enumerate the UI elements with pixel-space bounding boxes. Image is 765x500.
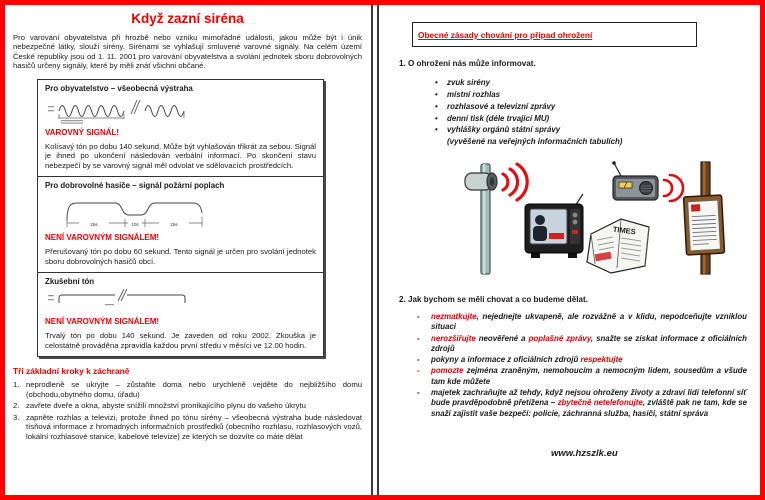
- dash-icon: -: [417, 366, 420, 376]
- list-item: [435, 77, 746, 89]
- general-rules-heading: Obecné zásady chování pro případ ohrožení: [418, 30, 593, 40]
- warning-signal-waveform-icon: [47, 96, 207, 126]
- guideline-text: pomozte zejména zraněným, nemohoucím a nemocným lidem, sousedům a všude tam kde můžete: [431, 366, 747, 386]
- page-title: Když zazní siréna: [131, 11, 244, 26]
- list-item-text: místní rozhlas: [447, 89, 501, 99]
- signal-label: VAROVNÝ SIGNÁL!: [45, 127, 120, 137]
- page-divider: [371, 5, 379, 495]
- dash-icon: -: [417, 333, 420, 343]
- bullet-icon: •: [435, 113, 438, 123]
- general-rules-heading-box: [412, 22, 697, 47]
- bullet-icon: •: [435, 89, 438, 99]
- newspaper-icon: [587, 219, 649, 273]
- dash-icon: -: [417, 355, 420, 365]
- guideline-item: [417, 388, 747, 419]
- bullet-icon: •: [435, 125, 438, 135]
- bullet-icon: •: [435, 78, 438, 87]
- list-item: [435, 89, 746, 101]
- list-item: [435, 124, 746, 136]
- list-item: [435, 113, 746, 125]
- list-item: [435, 101, 746, 113]
- info-sources-list: [435, 77, 746, 136]
- siren-waves-icon: [503, 164, 527, 200]
- steps-list: [13, 380, 362, 441]
- step-number: 1.: [13, 380, 20, 390]
- signal-label: NENÍ VAROVNÝM SIGNÁLEM!: [45, 233, 160, 243]
- duration-label: 10s: [131, 222, 139, 228]
- signal-description: Trvalý tón po dobu 140 sekund. Je zaveden od roku 2002. Zkouška je celostátně prováděna zpravidla každou první středu v měsíci ve 12.00 hodin.: [45, 331, 316, 350]
- signal-section-general-warning: [38, 80, 323, 177]
- notice-board-icon: [684, 162, 725, 274]
- newspaper-title-text: TIMES: [612, 224, 637, 237]
- guideline-text: majetek zachraňujte až tehdy, když nejsou ohroženy životy a zdraví lidí telefonní síť bude pravděpodobně přetížena – zbytečně netelefonujte, zvláště pak ne tam, kde se snaží zajistit vaše bezpečí: policie, záchranná služba, hasiči, státní správa: [431, 388, 747, 418]
- signal-section-test-tone: [38, 273, 323, 356]
- duration-label: 25s: [90, 222, 98, 228]
- tv-icon: [525, 194, 583, 258]
- website-link: www.hzszlk.eu: [551, 448, 618, 459]
- signal-heading: Zkušební tón: [45, 277, 95, 287]
- duration-label: 25s: [170, 222, 178, 228]
- page-right: [379, 5, 760, 495]
- radio-waves-icon: [664, 175, 683, 201]
- radio-icon: [612, 161, 658, 200]
- signal-heading: Pro obyvatelstvo – všeobecná výstraha: [45, 83, 193, 93]
- signal-label: NENÍ VAROVNÝM SIGNÁLEM!: [45, 317, 160, 327]
- intro-paragraph: Pro varování obyvatelstva při hrozbě nebo vzniku mimořádné události, jakou může být i únik nebezpečné látky, slouží sirény. Sirénami se vyhlašují smluvené varovné signály. Na celém území České republiky jsou od 1. 11. 2001 pro varování obyvatelstva a svolání jednotek sboru dobrovolných hasičů určeny signály, které by měli znát všichni občané.: [13, 33, 362, 71]
- test-tone-waveform-icon: [47, 289, 207, 315]
- section2-title: 2. Jak bychom se měli chovat a co budeme dělat.: [399, 295, 588, 305]
- step-item: [13, 413, 362, 441]
- step-text: zavřete dveře a okna, abyste snížili množství pronikajícího plynu do vašeho úkrytu: [26, 401, 306, 411]
- step-item: [13, 380, 362, 399]
- guideline-text: pokyny a informace z oficiálních zdrojů respektujte: [431, 355, 623, 365]
- dash-icon: -: [417, 388, 420, 398]
- step-item: [13, 401, 362, 410]
- list-item-text: rozhlasové a televizní zprávy: [447, 101, 556, 111]
- guideline-text: nezmatkujte, nejednejte ukvapeně, ale rozvážně a v klidu, nepodceňujte vzniklou situaci: [431, 312, 747, 332]
- siren-icon: [465, 164, 497, 274]
- list-item-note: (vyvěšené na veřejných informačních tabulích): [447, 137, 623, 147]
- fire-alarm-waveform-icon: [59, 193, 219, 231]
- guideline-item: [417, 366, 747, 387]
- list-item-text: vyhlášky orgánů státní správy: [447, 125, 561, 135]
- step-number: 3.: [13, 412, 20, 422]
- guidelines-list: [417, 312, 747, 419]
- signal-box: [37, 79, 324, 357]
- step-text: neprodleně se ukryjte – zůstaňte doma nebo urychleně vejděte do nejbližšího domu (obchodu,obytného domu, úřadu): [26, 380, 362, 399]
- guideline-item: [417, 334, 747, 355]
- signal-section-fire-alarm: [38, 177, 323, 273]
- list-item-text: denní tisk (déle trvající MU): [447, 113, 550, 123]
- section1-title: 1. O ohrožení nás může informovat.: [399, 59, 536, 68]
- bullet-icon: •: [435, 101, 438, 111]
- list-item-text: zvuk sirény: [447, 78, 490, 87]
- signal-description: Přerušovaný tón po dobu 60 sekund. Tento signál je určen pro svolání jednotek sboru dobrovolných hasičů obcí.: [45, 247, 316, 266]
- dash-icon: -: [417, 312, 420, 322]
- guideline-text: nerozšiřujte neověřené a poplašné zprávy, snažte se získat informace z oficiálních zdrojů: [431, 333, 747, 353]
- signal-description: Kolísavý tón po dobu 140 sekund. Může být vyhlašován třikrát za sebou. Signál je ihned po ukončení následován verbální informací. Po skončení stavu nebezpečí by se varovný signál měl odvolat ve sdělovacích prostředcích.: [45, 141, 316, 170]
- signal-heading: Pro dobrovolné hasiče – signál požární poplach: [45, 181, 225, 191]
- page-left: [5, 5, 371, 495]
- step-text: zapněte rozhlas a televizi, protože ihned po tónu sirény – všeobecná výstraha bude následovat tísňová informace z hromadných informačních prostředků (obecního rozhlasu, rozhlasových vozů, lokální rozhlasové stanice, kabelové televize) ze kterých se dozvíte co máte dělat: [26, 412, 362, 441]
- steps-heading: Tři základní kroky k záchraně: [13, 366, 130, 377]
- guideline-item: [417, 355, 747, 365]
- media-illustration: [459, 160, 727, 278]
- step-number: 2.: [13, 401, 20, 411]
- guideline-item: [417, 312, 747, 333]
